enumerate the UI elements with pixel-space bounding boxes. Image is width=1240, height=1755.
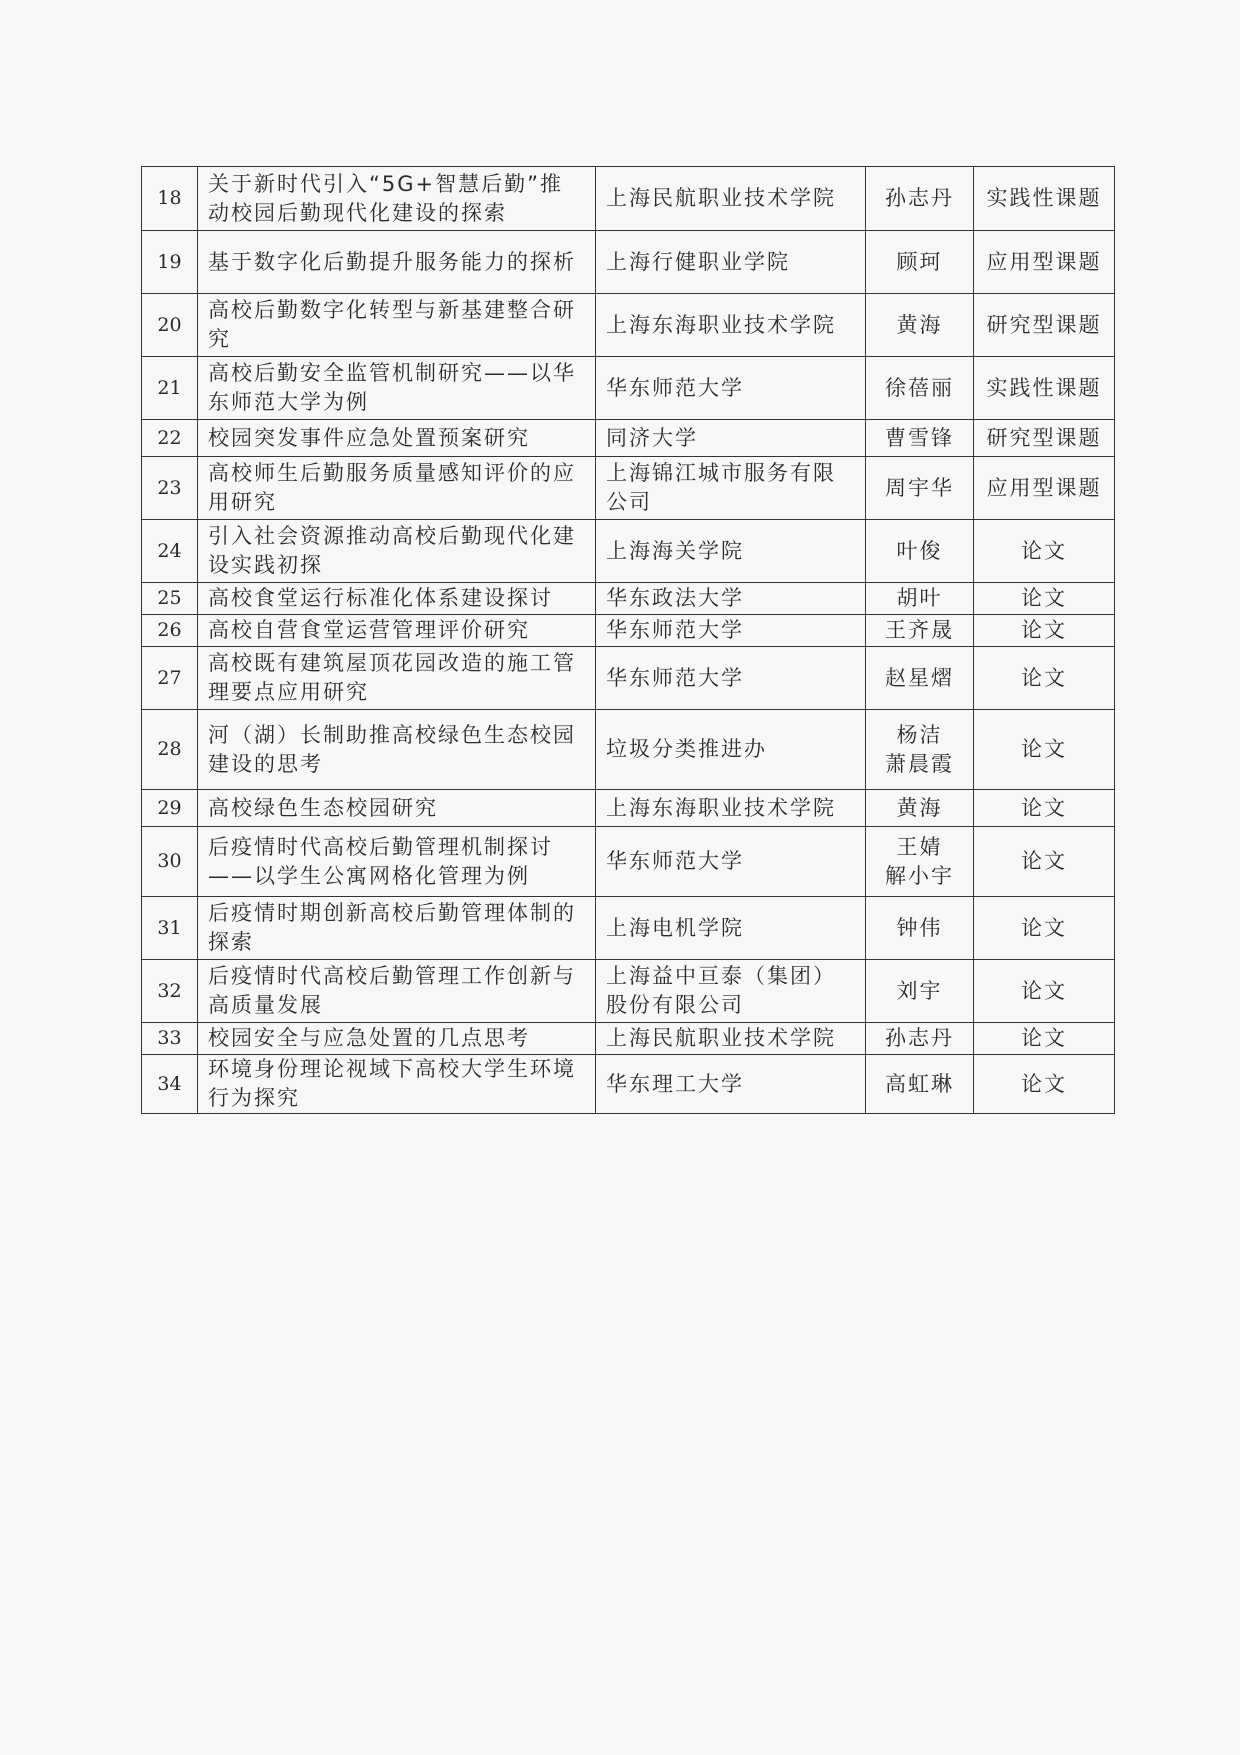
row-number: 19 bbox=[142, 231, 198, 294]
row-unit: 华东政法大学 bbox=[596, 583, 866, 615]
author-name: 王齐晟 bbox=[885, 618, 954, 642]
row-title: 高校绿色生态校园研究 bbox=[198, 790, 596, 827]
row-title: 高校自营食堂运营管理评价研究 bbox=[198, 615, 596, 647]
author-name: 孙志丹 bbox=[885, 186, 954, 210]
table-row bbox=[142, 897, 1115, 960]
row-title: 高校后勤数字化转型与新基建整合研究 bbox=[198, 294, 596, 357]
author-name: 胡叶 bbox=[896, 586, 943, 610]
row-authors bbox=[866, 420, 974, 457]
row-number: 23 bbox=[142, 457, 198, 520]
row-type: 实践性课题 bbox=[974, 167, 1115, 231]
row-title: 河（湖）长制助推高校绿色生态校园建设的思考 bbox=[198, 710, 596, 790]
author-name: 徐蓓丽 bbox=[885, 375, 954, 400]
row-authors bbox=[866, 167, 974, 231]
author-name: 叶俊 bbox=[896, 538, 943, 563]
table-row bbox=[142, 520, 1115, 583]
table-row bbox=[142, 420, 1115, 457]
row-type: 实践性课题 bbox=[974, 357, 1115, 420]
row-authors bbox=[866, 457, 974, 520]
row-number: 30 bbox=[142, 827, 198, 897]
row-number: 27 bbox=[142, 647, 198, 710]
row-number: 18 bbox=[142, 167, 198, 231]
project-table bbox=[141, 166, 1115, 1114]
table-row bbox=[142, 231, 1115, 294]
row-type: 论文 bbox=[974, 647, 1115, 710]
row-authors bbox=[866, 294, 974, 357]
table-row bbox=[142, 960, 1115, 1023]
row-authors bbox=[866, 583, 974, 615]
row-number: 33 bbox=[142, 1023, 198, 1055]
row-title: 后疫情时期创新高校后勤管理体制的探索 bbox=[198, 897, 596, 960]
row-number: 32 bbox=[142, 960, 198, 1023]
row-title: 高校既有建筑屋顶花园改造的施工管理要点应用研究 bbox=[198, 647, 596, 710]
row-title: 高校后勤安全监管机制研究——以华东师范大学为例 bbox=[198, 357, 596, 420]
row-number: 25 bbox=[142, 583, 198, 615]
table-row bbox=[142, 357, 1115, 420]
row-type: 论文 bbox=[974, 1055, 1115, 1114]
row-authors bbox=[866, 960, 974, 1023]
table-row bbox=[142, 1055, 1115, 1114]
row-unit: 上海东海职业技术学院 bbox=[596, 294, 866, 357]
author-name: 高虹琳 bbox=[885, 1071, 954, 1096]
row-number: 24 bbox=[142, 520, 198, 583]
row-title: 环境身份理论视域下高校大学生环境行为探究 bbox=[198, 1055, 596, 1114]
row-number: 31 bbox=[142, 897, 198, 960]
row-authors bbox=[866, 827, 974, 897]
table-row bbox=[142, 1023, 1115, 1055]
author-name: 钟伟 bbox=[896, 915, 943, 940]
row-title: 高校师生后勤服务质量感知评价的应用研究 bbox=[198, 457, 596, 520]
author-name: 解小宇 bbox=[885, 863, 954, 888]
author-name: 萧晨霞 bbox=[885, 751, 954, 776]
author-name: 曹雪锋 bbox=[885, 425, 954, 450]
row-type: 论文 bbox=[974, 710, 1115, 790]
row-authors bbox=[866, 647, 974, 710]
table-row bbox=[142, 457, 1115, 520]
row-unit: 华东师范大学 bbox=[596, 615, 866, 647]
row-unit: 华东师范大学 bbox=[596, 647, 866, 710]
row-title: 关于新时代引入“5G+智慧后勤”推动校园后勤现代化建设的探索 bbox=[198, 167, 596, 231]
table-row bbox=[142, 294, 1115, 357]
row-number: 21 bbox=[142, 357, 198, 420]
row-number: 26 bbox=[142, 615, 198, 647]
row-number: 20 bbox=[142, 294, 198, 357]
row-title: 后疫情时代高校后勤管理工作创新与高质量发展 bbox=[198, 960, 596, 1023]
row-unit: 上海海关学院 bbox=[596, 520, 866, 583]
row-number: 22 bbox=[142, 420, 198, 457]
row-unit: 同济大学 bbox=[596, 420, 866, 457]
table-row bbox=[142, 583, 1115, 615]
row-authors bbox=[866, 1055, 974, 1114]
row-unit: 上海民航职业技术学院 bbox=[596, 1023, 866, 1055]
row-authors bbox=[866, 897, 974, 960]
row-type: 论文 bbox=[974, 827, 1115, 897]
row-title: 基于数字化后勤提升服务能力的探析 bbox=[198, 231, 596, 294]
row-type: 论文 bbox=[974, 615, 1115, 647]
row-title: 校园突发事件应急处置预案研究 bbox=[198, 420, 596, 457]
row-title: 后疫情时代高校后勤管理机制探讨——以学生公寓网格化管理为例 bbox=[198, 827, 596, 897]
row-unit: 上海电机学院 bbox=[596, 897, 866, 960]
author-name: 杨洁 bbox=[896, 722, 943, 747]
row-unit: 华东师范大学 bbox=[596, 827, 866, 897]
row-authors bbox=[866, 790, 974, 827]
table-row bbox=[142, 790, 1115, 827]
row-type: 论文 bbox=[974, 790, 1115, 827]
row-type: 论文 bbox=[974, 520, 1115, 583]
author-name: 顾珂 bbox=[896, 249, 943, 274]
row-number: 28 bbox=[142, 710, 198, 790]
row-type: 论文 bbox=[974, 1023, 1115, 1055]
author-name: 王婧 bbox=[896, 834, 943, 859]
row-authors bbox=[866, 615, 974, 647]
row-authors bbox=[866, 357, 974, 420]
row-authors bbox=[866, 231, 974, 294]
table-row bbox=[142, 827, 1115, 897]
row-type: 研究型课题 bbox=[974, 420, 1115, 457]
row-number: 29 bbox=[142, 790, 198, 827]
row-unit: 上海益中亘泰（集团）股份有限公司 bbox=[596, 960, 866, 1023]
author-name: 黄海 bbox=[896, 795, 943, 820]
author-name: 刘宇 bbox=[896, 978, 943, 1003]
row-type: 应用型课题 bbox=[974, 457, 1115, 520]
author-name: 赵星熠 bbox=[885, 665, 954, 690]
row-unit: 上海锦江城市服务有限公司 bbox=[596, 457, 866, 520]
author-name: 孙志丹 bbox=[885, 1026, 954, 1050]
row-unit: 上海行健职业学院 bbox=[596, 231, 866, 294]
row-unit: 垃圾分类推进办 bbox=[596, 710, 866, 790]
row-type: 论文 bbox=[974, 960, 1115, 1023]
row-authors bbox=[866, 1023, 974, 1055]
author-name: 周宇华 bbox=[885, 475, 954, 500]
row-title: 引入社会资源推动高校后勤现代化建设实践初探 bbox=[198, 520, 596, 583]
table-row bbox=[142, 710, 1115, 790]
row-title: 校园安全与应急处置的几点思考 bbox=[198, 1023, 596, 1055]
table-row bbox=[142, 167, 1115, 231]
table-row bbox=[142, 615, 1115, 647]
row-unit: 华东师范大学 bbox=[596, 357, 866, 420]
author-name: 黄海 bbox=[896, 312, 943, 337]
table-body bbox=[142, 167, 1115, 1114]
row-unit: 华东理工大学 bbox=[596, 1055, 866, 1114]
row-unit: 上海东海职业技术学院 bbox=[596, 790, 866, 827]
row-unit: 上海民航职业技术学院 bbox=[596, 167, 866, 231]
row-number: 34 bbox=[142, 1055, 198, 1114]
row-type: 研究型课题 bbox=[974, 294, 1115, 357]
row-authors bbox=[866, 520, 974, 583]
table-row bbox=[142, 647, 1115, 710]
row-title: 高校食堂运行标准化体系建设探讨 bbox=[198, 583, 596, 615]
row-type: 论文 bbox=[974, 897, 1115, 960]
row-type: 论文 bbox=[974, 583, 1115, 615]
row-authors bbox=[866, 710, 974, 790]
row-type: 应用型课题 bbox=[974, 231, 1115, 294]
